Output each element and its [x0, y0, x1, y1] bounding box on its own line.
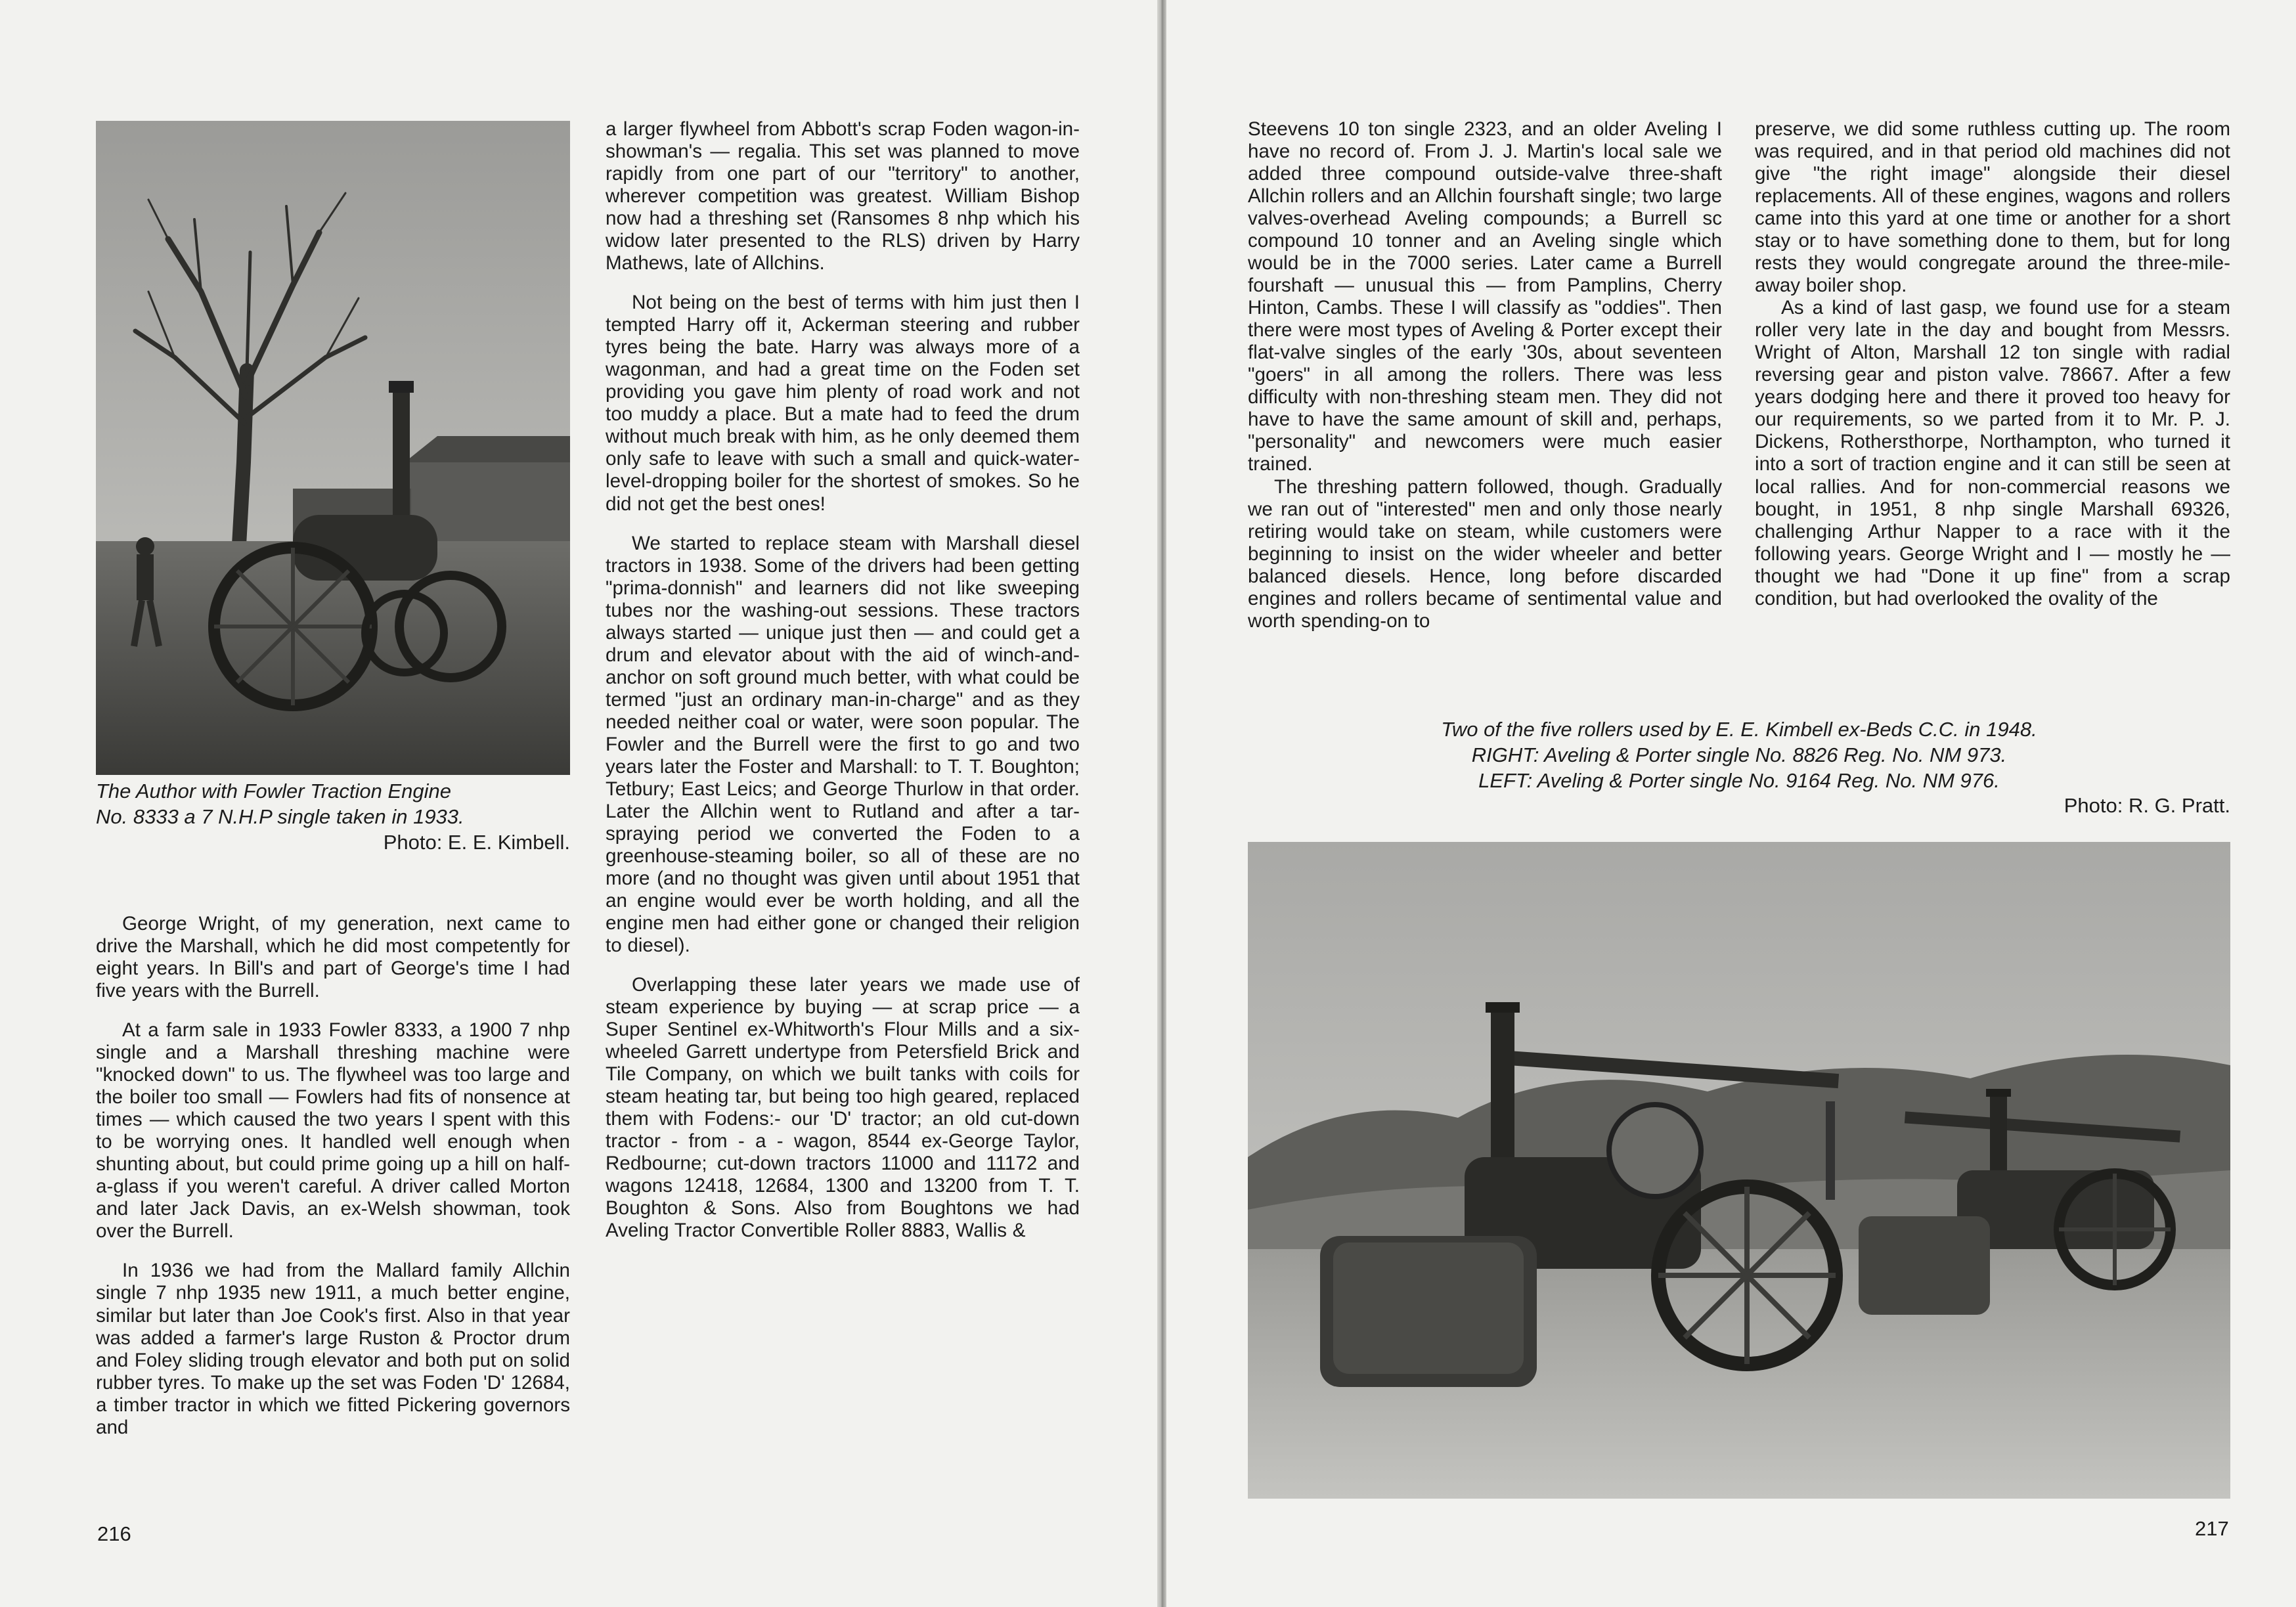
caption-line: Two of the five rollers used by E. E. Kimbell ex-Beds C.C. in 1948.	[1441, 718, 2037, 741]
book-gutter	[1157, 0, 1166, 1607]
paragraph: a larger flywheel from Abbott's scrap Foden wagon-in-showman's — regalia. This set was planned to move rapidly from one part of our "territory" to another, wherever competition was greatest. William Bishop now had a threshing set (Ransomes 8 nhp which his widow later presented to the RLS) driven by Harry Mathews, late of Allchins.	[606, 118, 1080, 275]
paragraph: Overlapping these later years we made use of steam experience by buying — at scrap price — a Super Sentinel ex-Whitworth's Flour Mills and a six-wheeled Garrett undertype from Petersfield Brick and Tile Company, on which we built tanks with coils for steam heating tar, but being too high geared, replaced them with Fodens:- our 'D' tractor; an old cut-down tractor - from - a - wagon, 8544 ex-George Taylor, Redbourne; cut-down tractors 11000 and 11172 and wagons 12418, 12684, 1300 and 13200 from T. T. Boughton & Sons. Also from Boughtons we had Aveling Tractor Convertible Roller 8883, Wallis &	[606, 974, 1080, 1242]
fowler-engine-photo	[96, 121, 570, 775]
right-column-2	[1755, 118, 2230, 610]
paragraph: The threshing pattern followed, though. Gradually we ran out of "interested" men and only those nearly retiring would take on steam, while customers were beginning to insist on the wider wheeler and better balanced diesels. Hence, long before discarded engines and rollers became of sentimental value and worth spending-on to	[1248, 475, 1722, 632]
right-page	[1166, 0, 2296, 1607]
page-number-right: 217	[2195, 1517, 2229, 1540]
left-column-1	[96, 913, 570, 1439]
caption-line: LEFT: Aveling & Porter single No. 9164 Reg. No. NM 976.	[1478, 768, 2000, 792]
paragraph: As a kind of last gasp, we found use for a steam roller very late in the day and bought from Messrs. Wright of Alton, Marshall 12 ton single with radial reversing gear and piston valve. 78667. After a few years dodging here and there it proved too heavy for our requirements, so we parted from it to Mr. P. J. Dickens, Rothersthorpe, Northampton, who turned it into a sort of traction engine and it can still be seen at local rallies. And for non-commercial reasons we bought, in 1951, 8 nhp single Marshall 69326, challenging Arthur Napper to a race with it the following years. George Wright and I — mostly he — thought we had "Done it up fine" from a scrap condition, but had overlooked the ovality of the	[1755, 297, 2230, 609]
left-column-2	[606, 118, 1080, 1243]
paragraph: George Wright, of my generation, next came to drive the Marshall, which he did most competently for eight years. In Bill's and part of George's time I had five years with the Burrell.	[96, 913, 570, 1002]
caption-line: RIGHT: Aveling & Porter single No. 8826 Reg. No. NM 973.	[1471, 743, 2007, 766]
paragraph: Not being on the best of terms with him just then I tempted Harry off it, Ackerman steering and rubber tyres being the bate. Harry was always more of a wagonman, and had a great time on the Foden set providing you gave him plenty of road work and not too muddy a place. But a mate had to feed the drum without much break with him, as he only deemed them only safe to leave with such a small and quick-water-level-dropping boiler for the shortest of smokes. So he did not get the best ones!	[606, 292, 1080, 515]
paragraph: preserve, we did some ruthless cutting up. The room was required, and in that period old machines did not give "the right image" alongside their diesel replacements. All of these engines, wagons and rollers came into this yard at one time or another for a short stay or to have something done to them, but for long rests they would congregate around the three-mile-away boiler shop.	[1755, 118, 2230, 297]
right-photo-caption	[1248, 717, 2230, 819]
paragraph: Steevens 10 ton single 2323, and an older Aveling I have no record of. From J. J. Martin's local sale we added three compound outside-valve three-shaft Allchin rollers and an Allchin fourshaft single; two large valves-overhead Aveling compounds; a Burrell sc compound 10 tonner and an Aveling single which would be in the 7000 series. Later came a Burrell fourshaft — unusual this — from Pamplins, Cherry Hinton, Cambs. These I will classify as "oddies". Then there were most types of Aveling & Porter except their flat-valve singles of the early '30s, about seventeen "goers" in all among the rollers. There was less difficulty with non-threshing steam men. They did not have to have the same amount of skill and, perhaps, "personality" and newcomers were much easier trained.	[1248, 118, 1722, 475]
page-number-left: 216	[97, 1522, 131, 1545]
paragraph: At a farm sale in 1933 Fowler 8333, a 1900 7 nhp single and a Marshall threshing machine were "knocked down" to us. The flywheel was too large and the boiler too small — Fowlers had fits of nonsence at times — which caused the two years I spent with this to be worrying ones. It handled well enough when shunting about, but could prime going up a hill on half-a-glass if you weren't careful. A driver called Morton and later Jack Davis, an ex-Welsh showman, took over the Burrell.	[96, 1019, 570, 1243]
right-column-1	[1248, 118, 1722, 632]
paragraph: In 1936 we had from the Mallard family Allchin single 7 nhp 1935 new 1911, a much better engine, similar but later than Joe Cook's first. Also in that year was added a farmer's large Ruston & Proctor drum and Foley sliding trough elevator and both put on solid rubber tyres. To make up the set was Foden 'D' 12684, a timber tractor in which we fitted Pickering governors and	[96, 1260, 570, 1438]
photo-credit: Photo: R. G. Pratt.	[2064, 794, 2230, 818]
caption-line: No. 8333 a 7 N.H.P single taken in 1933.	[96, 804, 464, 828]
paragraph: We started to replace steam with Marshall diesel tractors in 1938. Some of the drivers had been getting "prima-donnish" and learners did not like sweeping tubes nor the washing-out sessions. These tractors always started — unique just then — and could get a drum and elevator about with the aid of winch-and-anchor on soft ground much better, with what could be termed "just an ordinary man-in-charge" and as they needed neither coal or water, were soon popular. The Fowler and the Burrell were the first to go and two years later the Foster and Marshall: to T. T. Boughton; Tetbury; East Leics; and George Thurlow in that order. Later the Allchin went to Rutland and after a tar-spraying period we converted the Foden to a greenhouse-steaming boiler, so all of these are no more (and no thought was given until about 1951 that an engine would ever be worth holding, and all the engine men had either gone or changed their religion to diesel).	[606, 532, 1080, 957]
steam-rollers-photo	[1248, 842, 2230, 1499]
caption-line: The Author with Fowler Traction Engine	[96, 780, 452, 803]
photo-credit: Photo: E. E. Kimbell.	[383, 830, 570, 854]
left-photo-caption	[96, 779, 570, 855]
